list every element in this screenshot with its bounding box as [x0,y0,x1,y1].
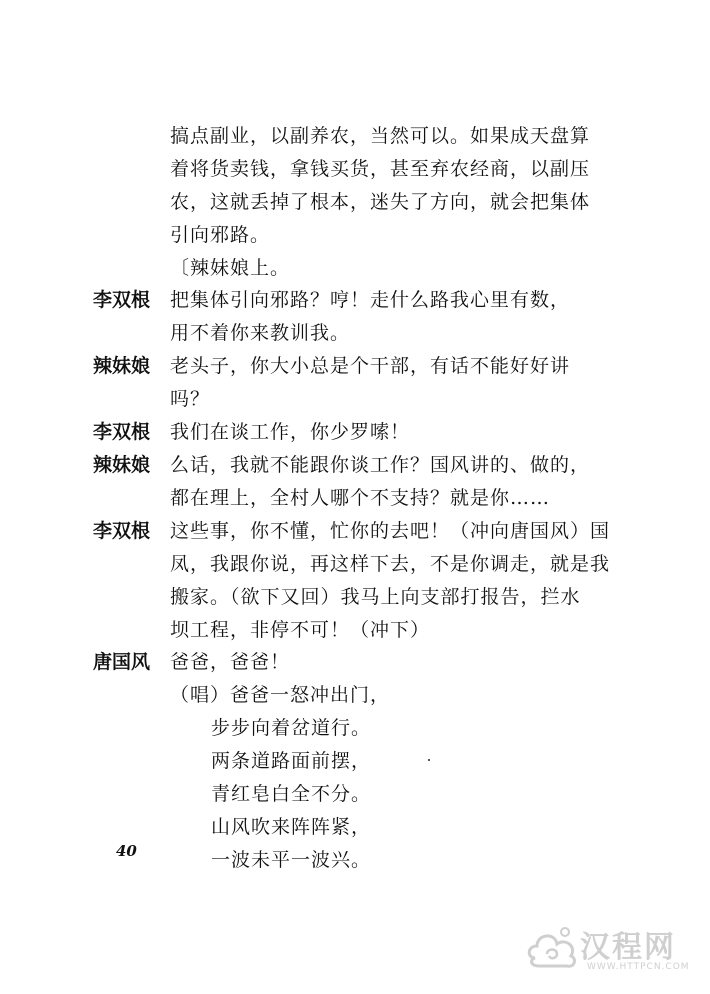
dialogue-line: 么话，我就不能跟你谈工作？国风讲的、做的， [170,454,591,476]
text-line: 农，这就丢掉了根本，迷失了方向，就会把集体 [170,191,591,213]
watermark [525,918,695,978]
dialogue-line: 这些事，你不懂，忙你的去吧！（冲向唐国风）国 [170,520,611,542]
verse-line: 一波未平一波兴。 [211,849,372,871]
verse-line: 山风吹来阵阵紧， [211,816,372,838]
speaker-name: 唐国风 [93,651,151,673]
verse-line: 步步向着岔道行。 [211,717,372,739]
verse-line: 两条道路面前摆， [211,750,372,772]
dialogue-line: 坝工程，非停不可！（冲下） [170,619,431,641]
dialogue-line: 爸爸，爸爸！ [170,651,291,673]
stage-direction: 〔辣妹娘上。 [170,257,291,279]
page-number: 40 [116,842,137,860]
verse-line: 青红皂白全不分。 [211,783,372,805]
dialogue-line: 凤，我跟你说，再这样下去，不是你调走，就是我 [170,553,611,575]
scan-speck [428,759,430,761]
song-intro-line: （唱）爸爸一怒冲出门， [170,684,391,706]
dialogue-line: 搬家。（欲下又回）我马上向支部打报告，拦水 [170,586,581,608]
dialogue-line: 都在理上，全村人哪个不支持？就是你…… [170,487,551,509]
dialogue-line: 吗？ [170,388,211,410]
speaker-name: 辣妹娘 [93,454,151,476]
dialogue-line: 用不着你来教训我。 [170,322,351,344]
text-line: 引向邪路。 [170,224,271,246]
dialogue-line: 老头子，你大小总是个干部，有话不能好好讲 [170,355,571,377]
dialogue-line: 把集体引向邪路？哼！走什么路我心里有数， [170,289,571,311]
text-line: 搞点副业，以副养农，当然可以。如果成天盘算 [170,125,591,147]
speaker-name: 李双根 [93,289,151,311]
watermark-text: 汉程网 [580,930,676,965]
speaker-name: 李双根 [93,520,151,542]
watermark-url: WWW.HTTPCN.COM [587,962,690,972]
speaker-name: 李双根 [93,421,151,443]
dialogue-line: 我们在谈工作，你少罗嗦！ [170,421,411,443]
cloud-swirl-logo-icon [525,918,583,976]
speaker-name: 辣妹娘 [93,355,151,377]
text-line: 着将货卖钱，拿钱买货，甚至弃农经商，以副压 [170,158,591,180]
